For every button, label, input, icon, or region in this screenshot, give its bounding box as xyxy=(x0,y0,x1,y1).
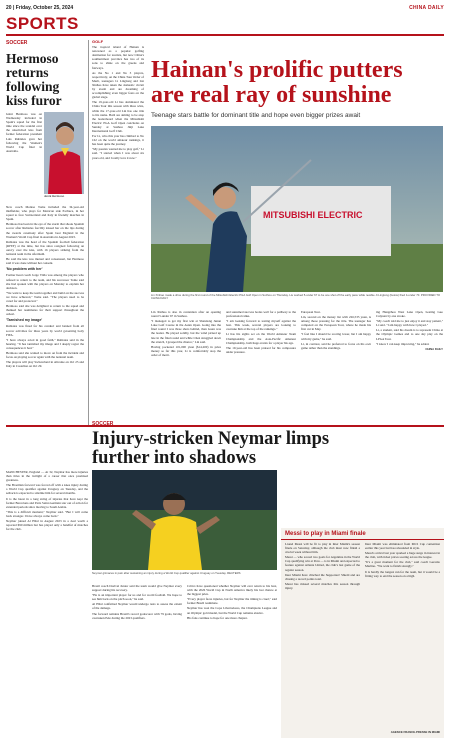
page-header xyxy=(6,3,444,13)
main-story-col-3: and sustained success bodes well for a pathway to the professional ranks. "I am looking forward to testing myself against the best. This week, several players are looking to overtake him at the top of the rankings." Li has his sights set on the World Amateur Team Championship and the Asia-Pacific Amateur Championship, both huge events for a player his age. The 19-year-old has been praised for his composure under pressure. xyxy=(226,310,296,354)
lin-xinhao-photo xyxy=(151,126,443,292)
second-story-col-2: Brazil coach Dorival Junior said the team would give Neymar every support during his recovery. "He is an important player for us and for world football. We hope to see him back on the pitch soon," he said. Al Hilal confirmed Neymar would undergo tests to assess the extent of the damage. The forward remains Brazil's record goalscorer with 79 goals, having overtaken Pele during the 2023 qualifiers. xyxy=(92,584,182,620)
left-subhead-1: 'No problem with her' xyxy=(6,267,43,272)
second-story-col-3: Critics have questioned whether Neymar will ever return to his best, with the 2026 World Cup in North America likely his last chance at the biggest prize. "Every player faces injuries, but for Neymar the timing is cruel," said former Brazil teammate. Neymar has won the Copa Libertadores, the Champions League and an Olympic gold medal, but the World Cup remains elusive. His fans continue to hope for one more chapter. xyxy=(187,584,277,620)
main-story-col-1: GOLF The tropical island of Hainan is renowned as a popular golfing destination for tourists, but now China's southernmost province has two of its sons to shine on the greens and fairways. As the No 1 and No 3 players, respectively, on the China Tour Order of Merit, teenagers Li Linglong and Lin Xinhao have taken the domestic circuit by storm and are dreaming of accomplishing even bigger feats on the global stage. The 19-year-old Li has dominated the China Tour this season with three wins, while the 17-year-old Lin has one title to his name. Both are aiming to be atop the leaderboard when the Mitsubishi Electric PGA Golf Open concludes on Sunday at Suzhou Jinji Lake International Golf Club. For Li, who this year has climbed to No 162 on the world amateur rankings, it has been quite the journey. "My parents wanted me to play golf," Li said. "I started when I was about six years old, and I really love it now." xyxy=(92,40,144,160)
main-deck: Teenage stars battle for dominant title and hope even bigger prizes await xyxy=(151,112,361,119)
page-number-date: 20 | Friday, October 25, 2024 xyxy=(6,5,74,11)
left-kicker: SOCCER xyxy=(6,40,28,46)
second-headline: Injury-stricken Neymar limps further into shadows xyxy=(92,429,330,468)
neymar-caption: Neymar grimaces in pain after sustaining an injury during a World Cup qualifier against Uruguay on Tuesday. REUTERS xyxy=(92,571,241,575)
left-story-body: New coach Montse Tome included the 34-year-old midfielder, who plays for Mexican side Pachuca, in her squad to face Switzerland and Italy in friendly matches in Spain. Hermoso has been in the eye of the storm that shook Spanish soccer after Rubiales forcibly kissed her on the lips during the awards ceremony after Spain beat England in the Women's World Cup final in Australia in August 2023. Rubiales was the head of the Spanish football federation (RFEF) at the time, but has since resigned following an outcry over the kiss, with 16 players striking from the national team in the aftermath. He said the kiss was mutual and consensual, but Hermoso said it was done without her consent. 'No problem with her' Former head coach Jorge Vilda was among the players who refused to return to the team, and his successor Tome said she had spoken with the players on Monday to explain her decision. "We want to keep the team together and build on the success we have achieved," Tome said. "The players need to be cared for and protected." Hermoso said she was delighted to return to the squad and thanked her teammates for their support throughout the ordeal. 'Tarnished my image' Rubiales was fined for his conduct and banned from all soccer activities for three years by world governing body FIFA. "I have always acted in good faith," Rubiales said in the hearing. "It has tarnished my image and I deeply regret the consequences it had." Hermoso said she wanted to move on from the incident and focus on playing soccer again with the national team. The players will play Switzerland in Alicante on Oct 25 and Italy in Castellon on Oct 29. xyxy=(6,205,84,369)
section-banner xyxy=(6,14,444,36)
column-divider xyxy=(88,40,89,425)
main-byline: CHINA DAILY xyxy=(425,346,443,351)
second-kicker: SOCCER xyxy=(92,421,114,427)
hermoso-photo xyxy=(44,112,84,194)
section-rule xyxy=(6,425,444,427)
main-headline: Hainan's prolific putters are real ray of sunshine xyxy=(151,57,403,108)
main-story-col-5: ing Hangzhou West Lake Open, beating Guo Cuiyuan by one stroke. "My coach told me to just enjoy it and stay patient," Li said. "I am happy with how I played." Li, a student, said his dream is to represent China at the Olympic Games and to one day play on the LPGA Tour. "I know I can keep improving," he added. CHINA DAILY xyxy=(376,310,443,351)
main-story-col-4: European Tour. Lin, second on the money list with 226,535 yuan, is among those pressing for the title. The teenager has competed on the European Tour, where he made his first cut in May. "I feel like I should be scoring lower, but I am happy with my game," he said. Li, in contrast, said he preferred to focus on his own game rather than the standings. xyxy=(301,310,371,350)
newspaper-brand: CHINA DAILY xyxy=(409,5,444,11)
sidebar-col-2: Inter Miami was eliminated from MLS Cup contention earlier this year but has rebounded in style. Messi's arrival last year sparked a huge surge in interest in the club, with ticket prices soaring across the league. "It's a great moment for the club," said coach Gerardo Martino. "We want to finish strongly." It is hardly the longest run for the team, but it would be a fitting way to end the season on a high. xyxy=(365,542,440,578)
messi-sidebar xyxy=(281,528,444,738)
left-headline: Hermoso returns following kiss furor xyxy=(6,51,62,108)
main-caption: Lin Xinhao made a drive during the first round of the Mitsubishi Electric PGA Golf Open in Suzhou on Thursday. Liu worked 5-under 67 to be one shot off the early pace while newbie Ji Linglong (below) fired 4-under 70. PROVIDED TO CHINA DAILY xyxy=(151,293,441,301)
main-kicker: GOLF xyxy=(92,40,104,44)
second-story-col-1: MANCHESTER, England — At 32, Neymar has more injuries than titles in the twilight of a career that once promised greatness. The Brazilian forward was forced off with a knee injury during a World Cup qualifier against Uruguay on Tuesday, and the setback is expected to sideline him for several months. It is the latest in a long string of injuries that have kept the former Barcelona and Paris Saint-Germain star out of action for extended periods since moving to Saudi Arabia. "This is a difficult moment," Neymar said. "But I will come back stronger. I have always come back." Neymar joined Al Hilal in August 2023 in a deal worth a reported $90 million but has played only a handful of matches for the club. xyxy=(6,470,88,532)
neymar-photo xyxy=(92,470,277,570)
hermoso-caption: Jenni Hermoso xyxy=(44,194,65,198)
left-subhead-2: 'Tarnished my image' xyxy=(6,318,43,323)
sidebar-col-1: Lionel Messi will be fit to play in Inter Miami's season finale on Saturday, although the club must now finish a crucial week without him. Messi — who scored two goals for Argentina in the World Cup qualifying win at Peru — is in Miami and expected to feature against Atlanta United, the club's last game of the regular season. Inter Miami have clinched the Supporters' Shield and are chasing a record points total. Messi has missed several matches this season through injury. xyxy=(285,542,360,590)
sponsor-logo-text: MITSUBISHI ELECTRIC xyxy=(263,210,363,220)
sidebar-byline: AGENCE FRANCE-PRESSE IN MIAMI xyxy=(390,730,440,734)
sidebar-title: Messi to play in Miami finale xyxy=(281,528,444,540)
left-story-col-intro: Jenni Hermoso was on Wednesday included in Spain's squad for the first time since the scandal over the unsolicited kiss from former federation president Luis Rubiales gave her following the Women's World Cup final in Australia. xyxy=(6,112,42,153)
main-story-col-2: Lin Xinhao is also in contention after an opening round 5-under 67 in Suzhou. "I managed to get my first win at Shandong Junan Lake Golf Course in the Asian Open. Going into the final round I was three shots behind, then Guan was the leader. He played solidly, but the wind picked up late in the final round and while Chen struggled down the stretch, I grasped the chance," Lin said. Having pocketed 101,000 yuan ($14,200) in prize money so far this year, Li is comfortably atop the order of merit. xyxy=(151,310,221,357)
section-title: SPORTS xyxy=(6,14,79,33)
